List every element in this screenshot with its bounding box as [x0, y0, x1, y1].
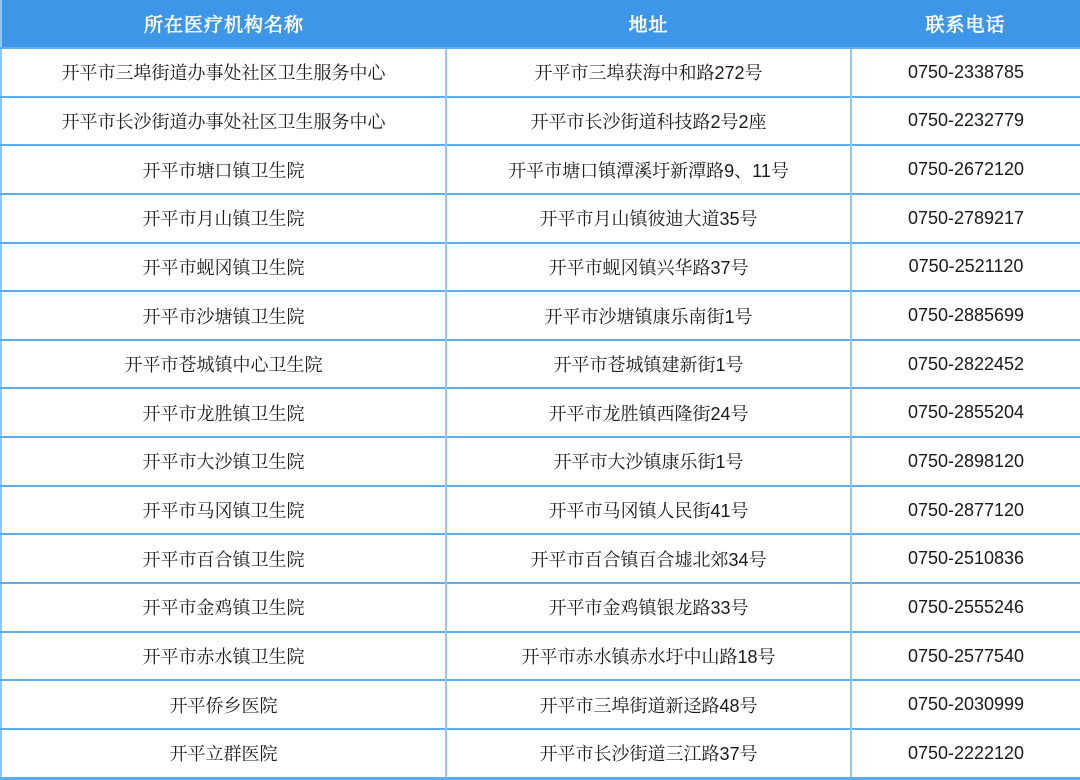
table-row	[1, 194, 1080, 243]
header-address: 地址	[446, 0, 851, 48]
table-row	[1, 340, 1080, 389]
clinic-table-header	[1, 0, 1080, 48]
address-cell: 开平市三埠街道新迳路48号	[446, 680, 851, 729]
address-cell: 开平市马冈镇人民街41号	[446, 486, 851, 535]
address-cell: 开平市沙塘镇康乐南街1号	[446, 291, 851, 340]
phone-cell: 0750-2885699	[851, 291, 1080, 340]
table-row	[1, 729, 1080, 779]
phone-cell: 0750-2030999	[851, 680, 1080, 729]
institution-cell: 开平市塘口镇卫生院	[1, 145, 446, 194]
institution-cell: 开平市三埠街道办事处社区卫生服务中心	[1, 48, 446, 97]
institution-cell: 开平侨乡医院	[1, 680, 446, 729]
phone-cell: 0750-2521120	[851, 243, 1080, 292]
header-institution: 所在医疗机构名称	[1, 0, 446, 48]
phone-cell: 0750-2855204	[851, 388, 1080, 437]
phone-cell: 0750-2877120	[851, 486, 1080, 535]
header-phone: 联系电话	[851, 0, 1080, 48]
address-cell: 开平市赤水镇赤水圩中山路18号	[446, 632, 851, 681]
phone-cell: 0750-2232779	[851, 97, 1080, 146]
table-row	[1, 680, 1080, 729]
institution-cell: 开平市大沙镇卫生院	[1, 437, 446, 486]
institution-cell: 开平市长沙街道办事处社区卫生服务中心	[1, 97, 446, 146]
address-cell: 开平市月山镇彼迪大道35号	[446, 194, 851, 243]
table-row	[1, 534, 1080, 583]
table-row	[1, 632, 1080, 681]
table-row	[1, 145, 1080, 194]
phone-cell: 0750-2555246	[851, 583, 1080, 632]
table-row	[1, 583, 1080, 632]
address-cell: 开平市百合镇百合墟北郊34号	[446, 534, 851, 583]
institution-cell: 开平市苍城镇中心卫生院	[1, 340, 446, 389]
institution-cell: 开平市百合镇卫生院	[1, 534, 446, 583]
address-cell: 开平市长沙街道科技路2号2座	[446, 97, 851, 146]
institution-cell: 开平市月山镇卫生院	[1, 194, 446, 243]
table-row	[1, 243, 1080, 292]
phone-cell: 0750-2898120	[851, 437, 1080, 486]
address-cell: 开平市大沙镇康乐街1号	[446, 437, 851, 486]
table-row	[1, 486, 1080, 535]
institution-cell: 开平市赤水镇卫生院	[1, 632, 446, 681]
table-row	[1, 437, 1080, 486]
phone-cell: 0750-2822452	[851, 340, 1080, 389]
header-row	[1, 0, 1080, 48]
phone-cell: 0750-2222120	[851, 729, 1080, 779]
address-cell: 开平市龙胜镇西隆街24号	[446, 388, 851, 437]
address-cell: 开平市蚬冈镇兴华路37号	[446, 243, 851, 292]
institution-cell: 开平市金鸡镇卫生院	[1, 583, 446, 632]
table-row	[1, 388, 1080, 437]
address-cell: 开平市塘口镇潭溪圩新潭路9、11号	[446, 145, 851, 194]
institution-cell: 开平市马冈镇卫生院	[1, 486, 446, 535]
institution-cell: 开平市蚬冈镇卫生院	[1, 243, 446, 292]
address-cell: 开平市苍城镇建新街1号	[446, 340, 851, 389]
address-cell: 开平市金鸡镇银龙路33号	[446, 583, 851, 632]
table-row	[1, 48, 1080, 97]
phone-cell: 0750-2510836	[851, 534, 1080, 583]
table-row	[1, 291, 1080, 340]
phone-cell: 0750-2577540	[851, 632, 1080, 681]
institution-cell: 开平市龙胜镇卫生院	[1, 388, 446, 437]
phone-cell: 0750-2789217	[851, 194, 1080, 243]
phone-cell: 0750-2338785	[851, 48, 1080, 97]
address-cell: 开平市长沙街道三江路37号	[446, 729, 851, 779]
clinic-table-body	[1, 48, 1080, 779]
table-row	[1, 97, 1080, 146]
institution-cell: 开平立群医院	[1, 729, 446, 779]
institution-cell: 开平市沙塘镇卫生院	[1, 291, 446, 340]
address-cell: 开平市三埠获海中和路272号	[446, 48, 851, 97]
phone-cell: 0750-2672120	[851, 145, 1080, 194]
